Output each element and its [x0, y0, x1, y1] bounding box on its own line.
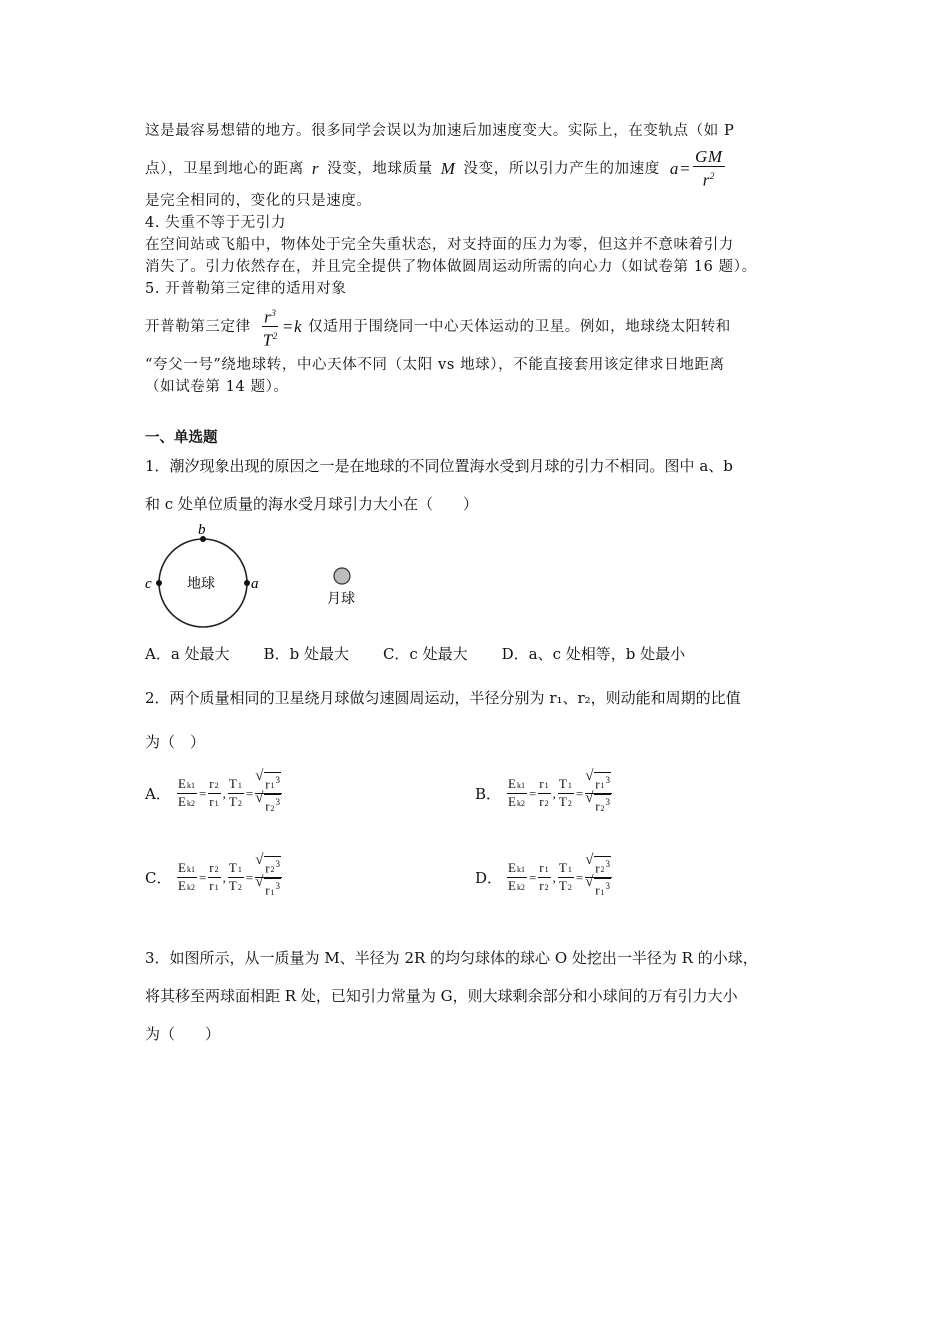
q2-line1: 2．两个质量相同的卫星绕月球做匀速圆周运动，半径分别为 r₁、r₂，则动能和周期的比值 — [145, 688, 741, 707]
intro-heading-5: 5. 开普勒第三定律的适用对象 — [145, 280, 347, 297]
point-c — [156, 580, 162, 586]
intro-p4a: 在空间站或飞船中，物体处于完全失重状态，对支持面的压力为零，但这并不意味着引力 — [145, 236, 734, 253]
kepler-numerator: $r^3$ — [262, 304, 278, 328]
var-r: r — [311, 158, 320, 178]
q2-option-c[interactable] — [145, 856, 284, 900]
question-1 — [145, 447, 815, 666]
q1-option-a[interactable]: A．a 处最大 — [145, 644, 230, 663]
formula-denominator: $r^2$ — [702, 170, 716, 190]
q3-line1: 3．如图所示，从一质量为 M、半径为 2R 的均匀球体的球心 O 处挖出一半径为 R 的小球， — [145, 948, 758, 967]
intro-notes — [145, 120, 815, 398]
q2-option-d[interactable] — [475, 856, 614, 900]
q1-options — [145, 642, 815, 666]
label-earth: 地球 — [187, 575, 215, 592]
label-a: a — [251, 575, 259, 592]
intro-p5 — [145, 304, 815, 350]
q2-option-b[interactable] — [475, 772, 614, 816]
q1-line2: 和 c 处单位质量的海水受月球引力大小在（ ） — [145, 494, 478, 513]
intro-p2 — [145, 148, 815, 190]
q2-option-c-label: C． — [145, 869, 172, 888]
intro-heading-4: 4. 失重不等于无引力 — [145, 214, 287, 231]
intro-p5-text-b: 仅适用于围绕同一中心天体运动的卫星。例如，地球绕太阳转和 — [308, 318, 731, 335]
kepler-denominator: $T^2$ — [262, 330, 278, 350]
q1-option-b[interactable]: B．b 处最大 — [263, 644, 349, 663]
intro-p2-text-b: 没变，地球质量 — [327, 160, 433, 177]
point-a — [244, 580, 250, 586]
q2-options — [145, 764, 815, 939]
q1-line1: 1．潮汐现象出现的原因之一是在地球的不同位置海水受到月球的引力不相同。图中 a、b — [145, 456, 733, 475]
q3-line3: 为（ ） — [145, 1024, 221, 1043]
var-a: a — [669, 158, 679, 178]
var-M: M — [440, 158, 456, 178]
q2-option-a-label: A． — [145, 785, 171, 804]
q2-option-c-formula: Ek1 Ek2 = r2 r1 , T1 T2 = √ $r2^3$ √ $r1^3$ — [175, 856, 284, 900]
earth-moon-diagram — [145, 523, 405, 638]
section-title: 一、单选题 — [145, 429, 218, 446]
intro-p3: 是完全相同的，变化的只是速度。 — [145, 192, 372, 209]
intro-p4b: 消失了。引力依然存在，并且完全提供了物体做圆周运动所需的向心力（如试卷第 16 题）。 — [145, 258, 757, 275]
document-page — [145, 120, 815, 1053]
intro-p5c: “夸父一号”绕地球转，中心天体不同（太阳 vs 地球），不能直接套用该定律求日地距离 — [145, 356, 725, 373]
kepler-formula — [261, 304, 280, 350]
question-3 — [145, 939, 815, 1053]
acceleration-formula — [693, 148, 725, 190]
intro-p2-text-a: 点），卫星到地心的距离 — [145, 160, 304, 177]
moon-circle — [334, 568, 350, 584]
label-moon: 月球 — [327, 590, 355, 607]
tide-figure — [145, 523, 815, 638]
intro-p1: 这是最容易想错的地方。很多同学会误以为加速后加速度变大。实际上，在变轨点（如 P — [145, 123, 735, 139]
q2-option-b-formula: Ek1 Ek2 = r1 r2 , T1 T2 = √ $r1^3$ √ $r2^3$ — [505, 772, 614, 816]
q2-option-a[interactable] — [145, 772, 284, 816]
label-c: c — [145, 575, 152, 592]
q1-option-d[interactable]: D．a、c 处相等，b 处最小 — [501, 644, 686, 663]
kepler-constant: =k — [281, 316, 303, 336]
intro-p5-text-a: 开普勒第三定律 — [145, 318, 251, 335]
equals-sign: = — [678, 158, 692, 178]
q2-option-a-formula: Ek1 Ek2 = r2 r1 , T1 T2 = √ $r1^3$ √ $r2^3$ — [175, 772, 284, 816]
q2-option-d-formula: Ek1 Ek2 = r1 r2 , T1 T2 = √ $r2^3$ √ $r1^3$ — [505, 856, 614, 900]
q2-option-b-label: B． — [475, 785, 502, 804]
question-2 — [145, 676, 815, 939]
intro-p2-text-c: 没变，所以引力产生的加速度 — [463, 160, 660, 177]
label-b: b — [198, 522, 206, 538]
q2-option-d-label: D． — [475, 869, 503, 888]
intro-p5d: （如试卷第 14 题）。 — [145, 378, 289, 395]
q1-option-c[interactable]: C．c 处最大 — [382, 644, 468, 663]
q2-line2: 为（ ） — [145, 732, 206, 751]
formula-numerator: GM — [695, 147, 723, 166]
q3-line2: 将其移至两球面相距 R 处，已知引力常量为 G，则大球剩余部分和小球间的万有引力大小 — [145, 986, 738, 1005]
